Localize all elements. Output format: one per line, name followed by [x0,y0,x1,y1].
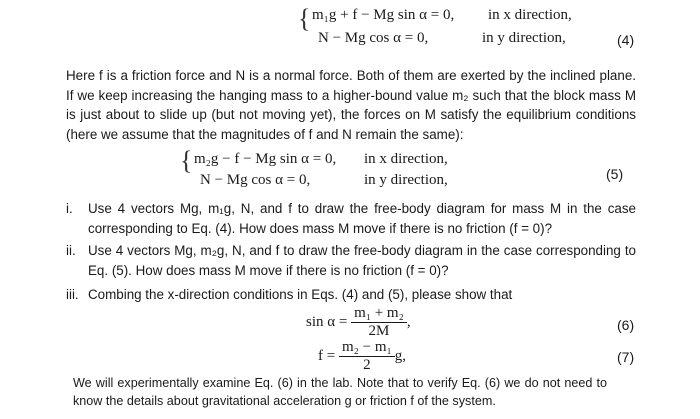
eq4-number: (4) [617,32,635,48]
eq5-line2-direction: in y direction, [364,172,448,188]
eq6-numerator: m₁ + m₂ [351,305,407,323]
eq6-denominator: 2M [368,323,390,339]
item-text: Use 4 vectors Mg, m₂g, N, and f to draw the free-body diagram in the case corresponding to Eq. (5). How does mass M move if there is no friction (f = 0)? [88,243,636,278]
paragraph-2 [73,374,607,410]
left-brace: { [298,4,311,33]
eq5-number: (5) [606,166,624,182]
equation-7 [318,339,406,374]
item-number: iii. [66,287,79,302]
eq4-line2-direction: in y direction, [482,30,566,46]
eq6-tail: , [406,313,411,330]
eq7-denominator: 2 [363,357,371,373]
eq5-line1-expr: m₂g − f − Mg sin α = 0, [194,151,337,167]
eq7-lhs: f = [318,347,336,364]
item-text: Combing the x-direction conditions in Eqs. (4) and (5), please show that [88,287,513,302]
eq7-number: (7) [617,349,635,365]
eq6-lhs: sin α = [306,313,348,330]
eq4-line1-expr: m₁g + f − Mg sin α = 0, [312,7,455,23]
eq4-line2-expr: N − Mg cos α = 0, [318,30,429,46]
eq6-fraction [351,305,407,340]
paragraph-2-text: We will experimentally examine Eq. (6) in the lab. Note that to verify Eq. (6) we do not need to know the details about gravitational acceleration g or friction f of the system. [73,376,607,408]
eq4-line1-direction: in x direction, [488,7,572,23]
item-text: Use 4 vectors Mg, m₁g, N, and f to draw the free-body diagram for mass M in the case corresponding to Eq. (4). How does mass M move if there is no friction (f = 0)? [88,201,636,236]
eq7-fraction [339,339,395,374]
left-brace: { [180,146,193,175]
eq7-tail: g, [394,347,406,364]
eq6-number: (6) [617,317,635,333]
item-number: ii. [66,243,76,258]
equation-6 [306,305,411,340]
paragraph-1-text: Here f is a friction force and N is a normal force. Both of them are exerted by the inclined plane. If we keep increasing the hanging mass to a higher-bound value m₂ such that the block mass M is just about to slide up (but not moving yet), the forces on M satisfy the equilibrium conditions (here we assume that the magnitudes of f and N remain the same): [66,68,636,142]
paragraph-1 [66,66,636,144]
eq5-line2-expr: N − Mg cos α = 0, [200,172,311,188]
eq5-line1-direction: in x direction, [364,151,448,167]
eq7-numerator: m₂ − m₁ [339,339,395,357]
item-number: i. [66,201,73,216]
